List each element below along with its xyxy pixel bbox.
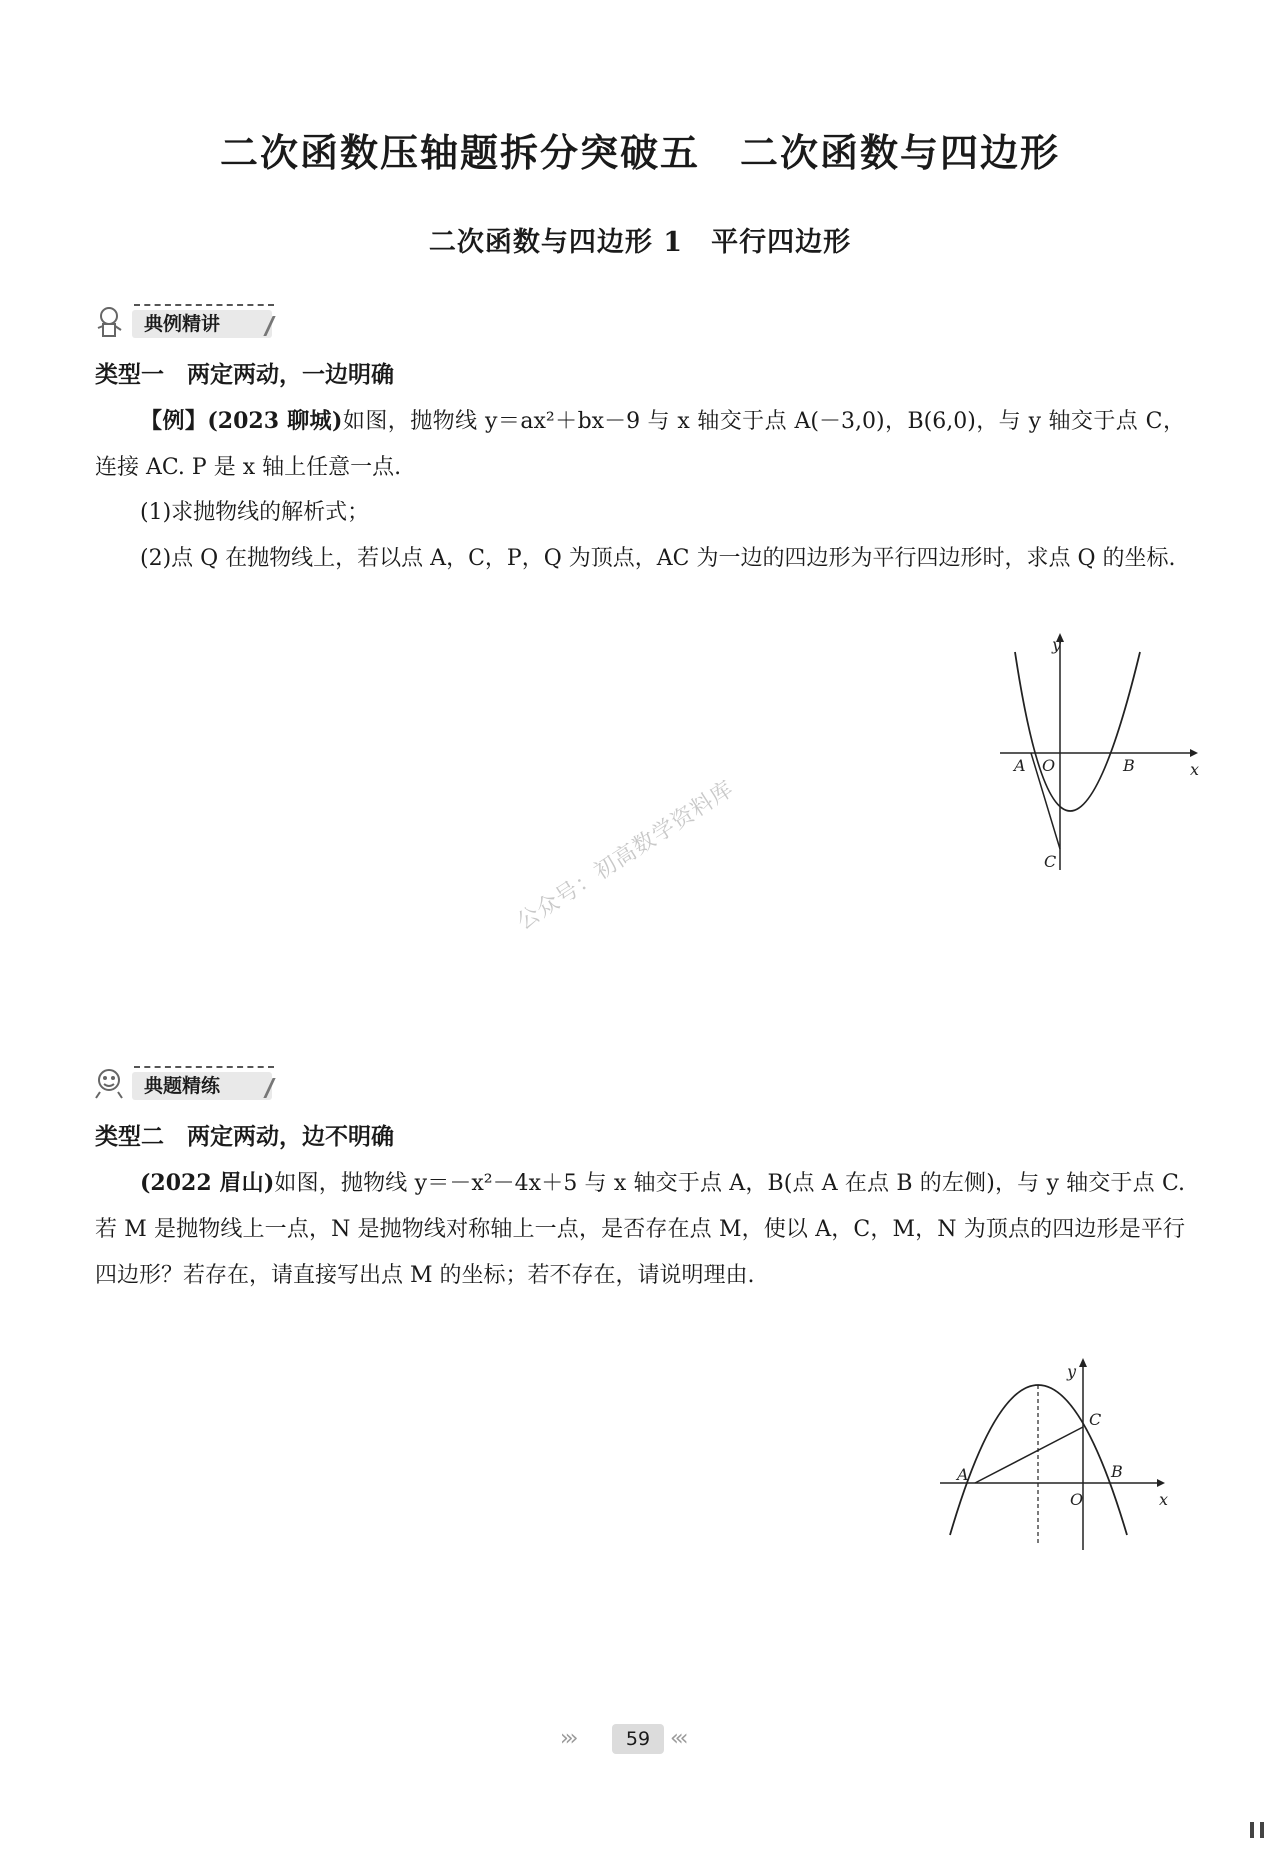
point-a-label: A [1014,756,1026,775]
question-1: (1)求抛物线的解析式； [140,500,370,525]
corner-mark [1260,1822,1264,1838]
section-tag-label: 典例精讲 [132,310,272,338]
watermark: 公众号：初高数学资料库 [512,776,739,936]
example-problem [95,398,1185,491]
double-chevron-right-icon: ››› [560,1726,575,1751]
point-c-label: C [1044,852,1057,871]
y-label: y [1067,1362,1077,1381]
tag-dashline [134,1066,274,1068]
point-o-label: O [1070,1490,1084,1509]
x-axis-arrow [1157,1479,1165,1487]
mascot-icon [92,1066,126,1100]
mascot-icon [92,304,126,338]
point-b-label: B [1111,1462,1123,1481]
practice-source: (2022 眉山) [140,1170,275,1196]
example-label: 【例】 [140,408,208,434]
double-chevron-left-icon: ‹‹‹ [670,1726,685,1751]
parabola-graph-2 [935,1355,1170,1555]
tag-dashline [134,304,274,306]
type-one-heading: 类型一 两定两动，一边明确 [95,362,394,388]
section-tag-practice [92,1062,282,1104]
point-b-label: B [1123,756,1135,775]
point-c-label: C [1089,1410,1102,1429]
example-problem-text: 如图，抛物线 y＝ax²＋bx－9 与 x 轴交于点 A(－3,0)，B(6,0)，与 y 轴交于点 C，连接 AC. P 是 x 轴上任意一点. [95,409,1185,480]
practice-problem [95,1160,1185,1299]
x-axis-arrow [1190,749,1198,757]
y-axis-arrow [1079,1358,1087,1367]
page-title: 二次函数压轴题拆分突破五 二次函数与四边形 [219,130,1060,175]
page-number-footer [560,1722,720,1758]
page-number: 59 [612,1724,664,1754]
example-source: (2023 聊城) [207,408,343,434]
point-o-label: O [1042,756,1056,775]
parabola-graph-1 [990,630,1200,880]
section-tag-examples [92,300,282,342]
parabola-curve [1015,652,1140,811]
type-two-heading: 类型二 两定两动，边不明确 [95,1124,394,1150]
practice-problem-text: 如图，抛物线 y＝－x²－4x＋5 与 x 轴交于点 A，B(点 A 在点 B 的左侧)，与 y 轴交于点 C. 若 M 是抛物线上一点，N 是抛物线对称轴上一点，是否存在点 M，使以 A，C，M，N 为顶点的四边形是平行四边形？若存在，请直接写出点 M 的坐标；若不存在，请说明理由. [95,1171,1185,1288]
question-2: (2)点 Q 在抛物线上，若以点 A，C，P，Q 为顶点，AC 为一边的四边形为平行四边形时，求点 Q 的坐标. [140,546,1176,571]
section-tag-label: 典题精练 [132,1072,272,1100]
segment-ac [975,1427,1083,1483]
x-label: x [1159,1490,1169,1509]
x-label: x [1190,760,1200,779]
y-label: y [1052,635,1062,654]
page-subtitle: 二次函数与四边形 1 平行四边形 [428,227,852,258]
corner-mark [1250,1822,1254,1838]
point-a-label: A [957,1465,969,1484]
